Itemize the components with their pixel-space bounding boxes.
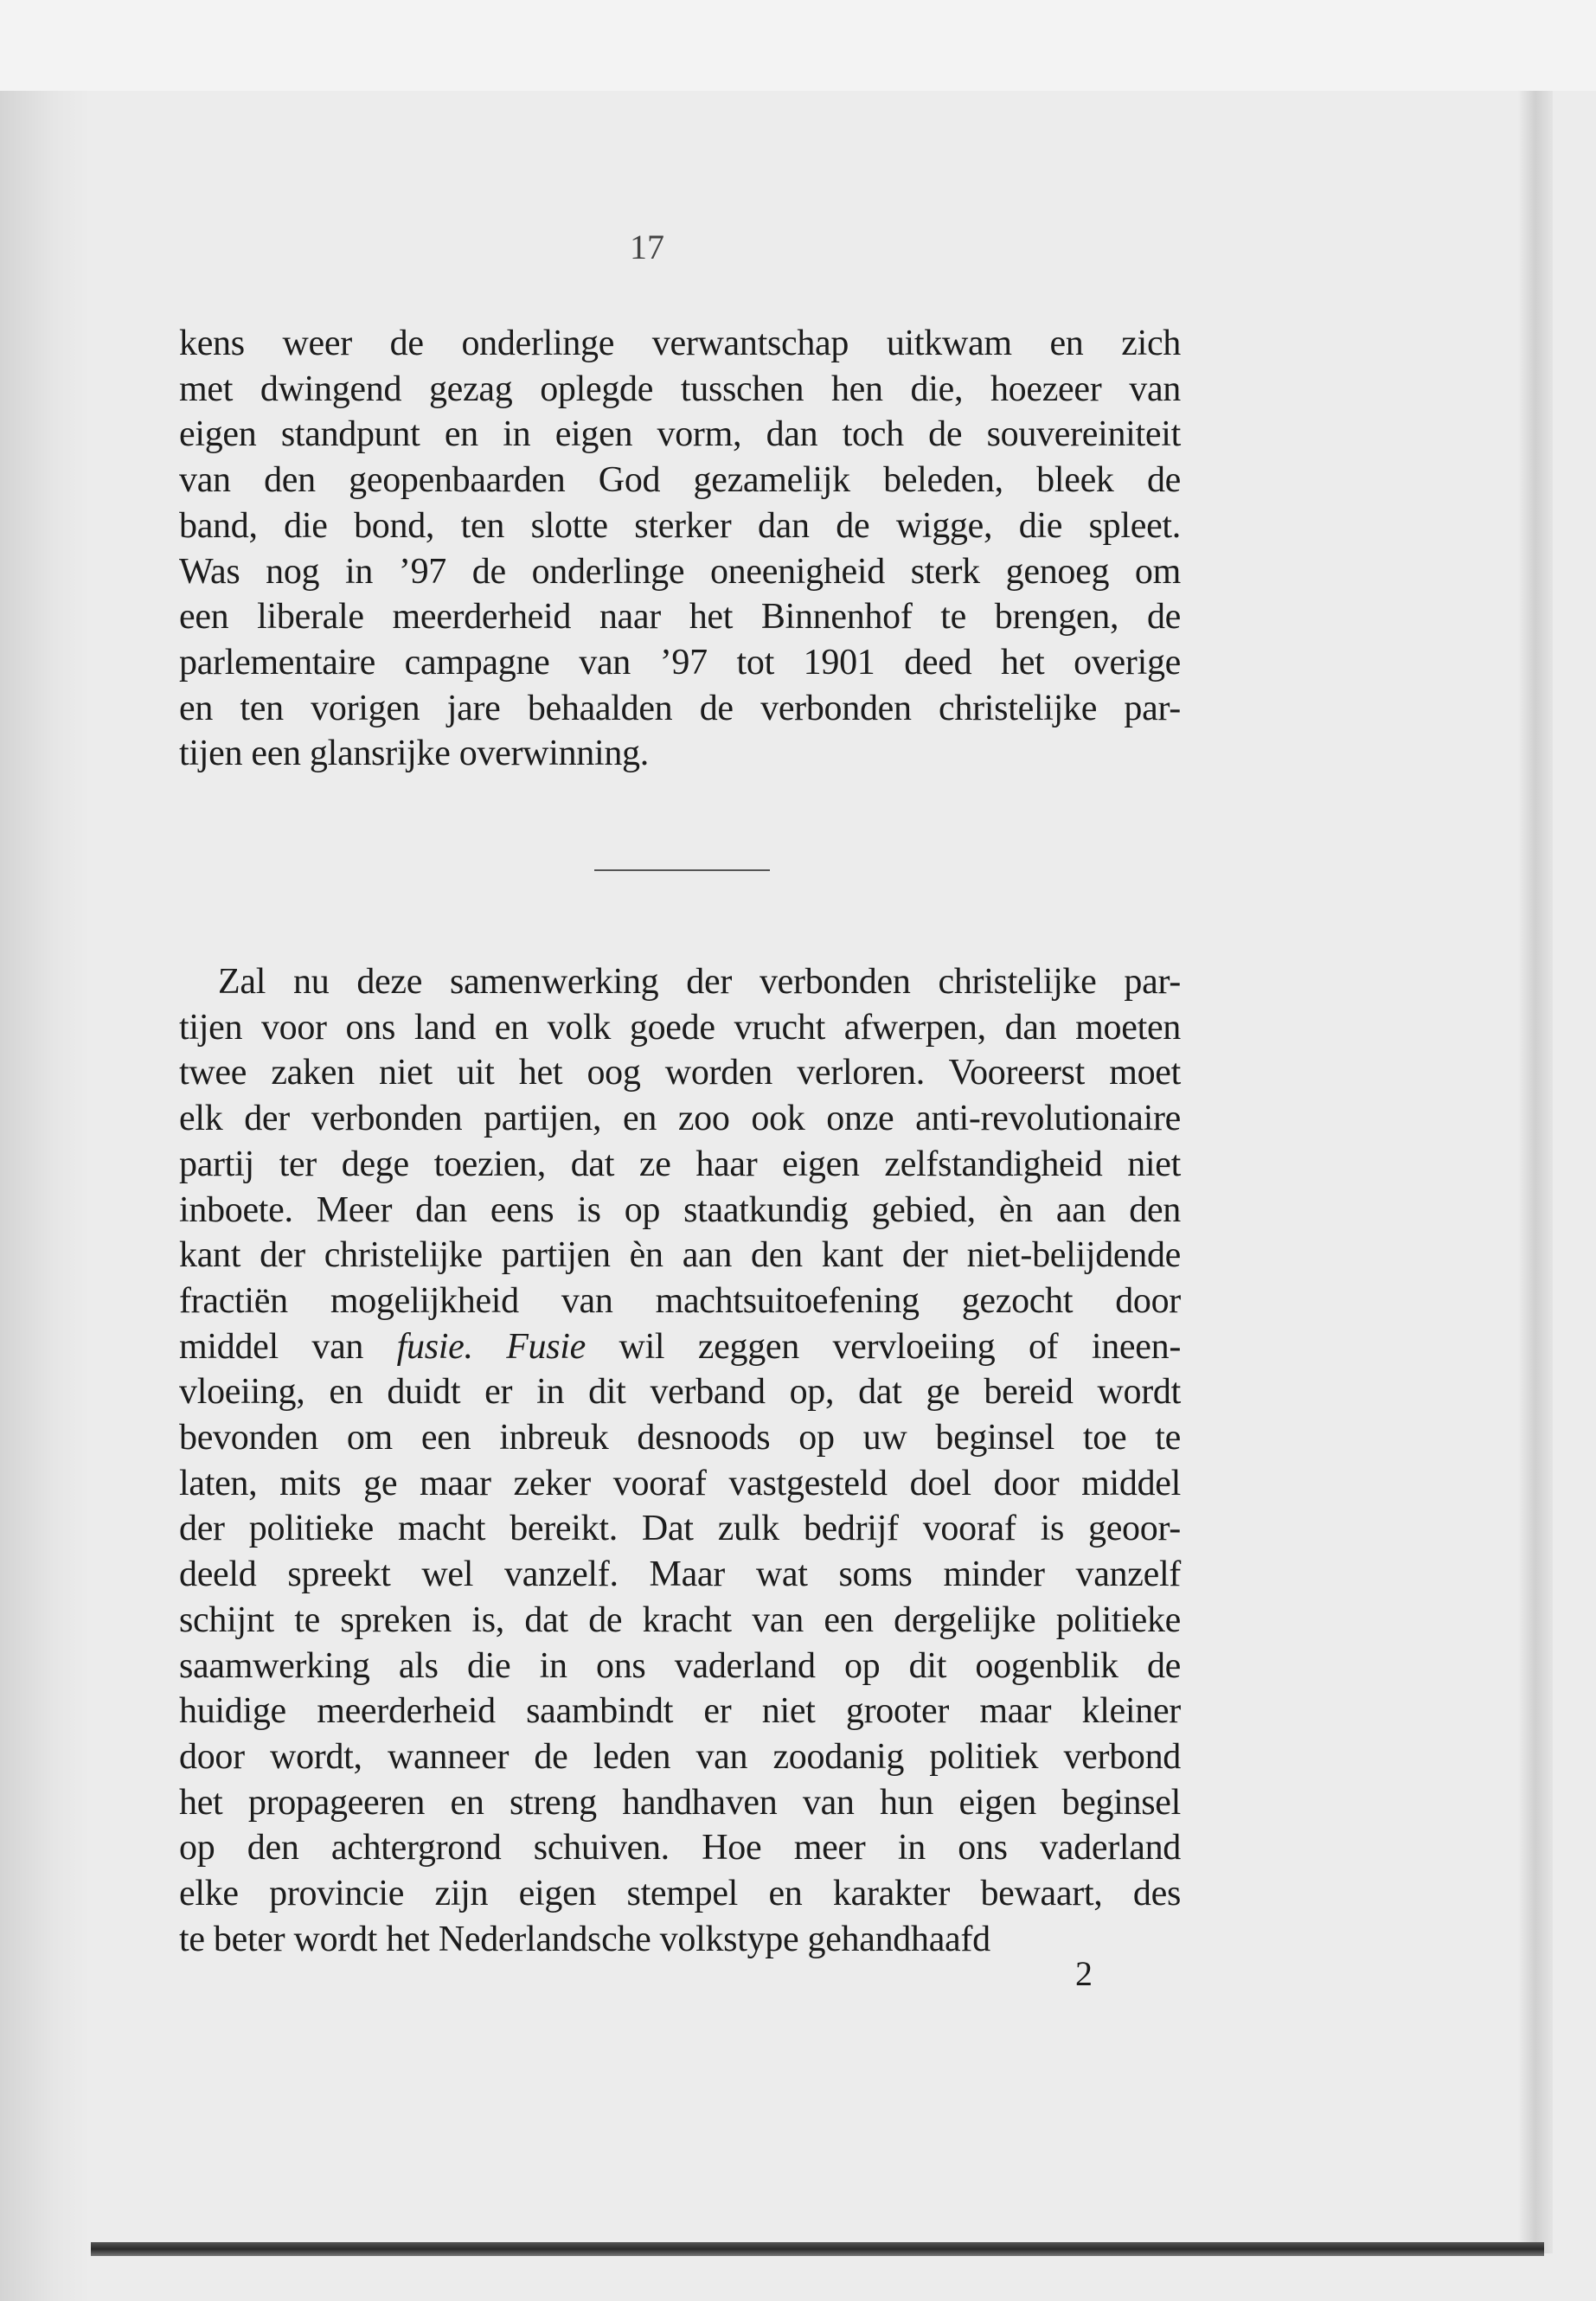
scan-edge-bottom (91, 2242, 1544, 2256)
text-line: elke provincie zijn eigen stempel en karakter bewaart, des (179, 1874, 1181, 1913)
text-line: het propageeren en streng handhaven van hun eigen beginsel (179, 1782, 1181, 1823)
text-line: parlementaire campagne van ’97 tot 1901 deed het overige (179, 642, 1181, 683)
text-line: een liberale meerderheid naar het Binnenhof te brengen, de (179, 597, 1181, 638)
text-line: schijnt te spreken is, dat de kracht van een dergelijke politieke (179, 1599, 1181, 1640)
text-line: der politieke macht bereikt. Dat zulk bedrijf vooraf is geoor- (179, 1509, 1181, 1549)
scan-margin-top (0, 0, 1596, 91)
page-fold-shadow (1518, 91, 1553, 2253)
text-line: kens weer de onderlinge verwantschap uitkwam en zich (179, 324, 1181, 363)
italic-term: Fusie (506, 1326, 586, 1367)
text-segment: wil zeggen vervloeiing of ineen- (586, 1326, 1182, 1367)
text-line: te beter wordt het Nederlandsche volkstype gehandhaafd (179, 1919, 990, 1959)
text-line: tijen voor ons land en volk goede vrucht afwerpen, dan moeten (179, 1007, 1181, 1048)
text-line: door wordt, wanneer de leden van zoodanig politiek verbond (179, 1736, 1181, 1777)
sheet-signature: 2 (1075, 1954, 1093, 1993)
text-line: en ten vorigen jare behaalden de verbonden christelijke par- (179, 688, 1181, 728)
text-line: op den achtergrond schuiven. Hoe meer in ons vaderland (179, 1828, 1181, 1868)
text-line: bevonden om een inbreuk desnoods op uw beginsel toe te (179, 1418, 1181, 1458)
text-line: kant der christelijke partijen èn aan den kant der niet-belijdende (179, 1235, 1181, 1276)
italic-term: fusie. (396, 1326, 473, 1367)
text-segment: middel van (179, 1326, 397, 1367)
text-segment (473, 1327, 507, 1367)
page-number: 17 (630, 228, 664, 266)
text-line: van den geopenbaarden God gezamelijk beleden, bleek de (179, 460, 1181, 501)
text-line: deeld spreekt wel vanzelf. Maar wat soms minder vanzelf (179, 1554, 1181, 1595)
text-line: saamwerking als die in ons vaderland op dit oogenblik de (179, 1645, 1181, 1686)
text-line: tijen een glansrijke overwinning. (179, 734, 649, 774)
scan-margin-left (0, 91, 91, 2301)
text-line: band, die bond, ten slotte sterker dan de wigge, die spleet. (179, 505, 1181, 546)
text-line: partij ter dege toezien, dat ze haar eigen zelfstandigheid niet (179, 1144, 1181, 1184)
text-line: vloeiing, en duidt er in dit verband op, dat ge bereid wordt (179, 1372, 1181, 1413)
text-line: twee zaken niet uit het oog worden verloren. Vooreerst moet (179, 1053, 1181, 1093)
text-line: laten, mits ge maar zeker vooraf vastgesteld doel door middel (179, 1463, 1181, 1503)
text-line: inboete. Meer dan eens is op staatkundig gebied, èn aan den (179, 1189, 1181, 1230)
text-line: Was nog in ’97 de onderlinge oneenigheid sterk genoeg om (179, 551, 1181, 592)
text-line: eigen standpunt en in eigen vorm, dan toch de souvereiniteit (179, 414, 1181, 455)
section-divider (594, 869, 770, 871)
text-line: elk der verbonden partijen, en zoo ook onze anti-revolutionaire (179, 1099, 1181, 1139)
text-line: Zal nu deze samenwerking der verbonden christelijke par- (218, 962, 1181, 1002)
text-line: huidige meerderheid saambindt er niet grooter maar kleiner (179, 1691, 1181, 1732)
text-line: fractiën mogelijkheid van machtsuitoefening gezocht door (179, 1280, 1181, 1321)
text-line: met dwingend gezag oplegde tusschen hen die, hoezeer van (179, 369, 1181, 409)
text-line (179, 1325, 1181, 1368)
